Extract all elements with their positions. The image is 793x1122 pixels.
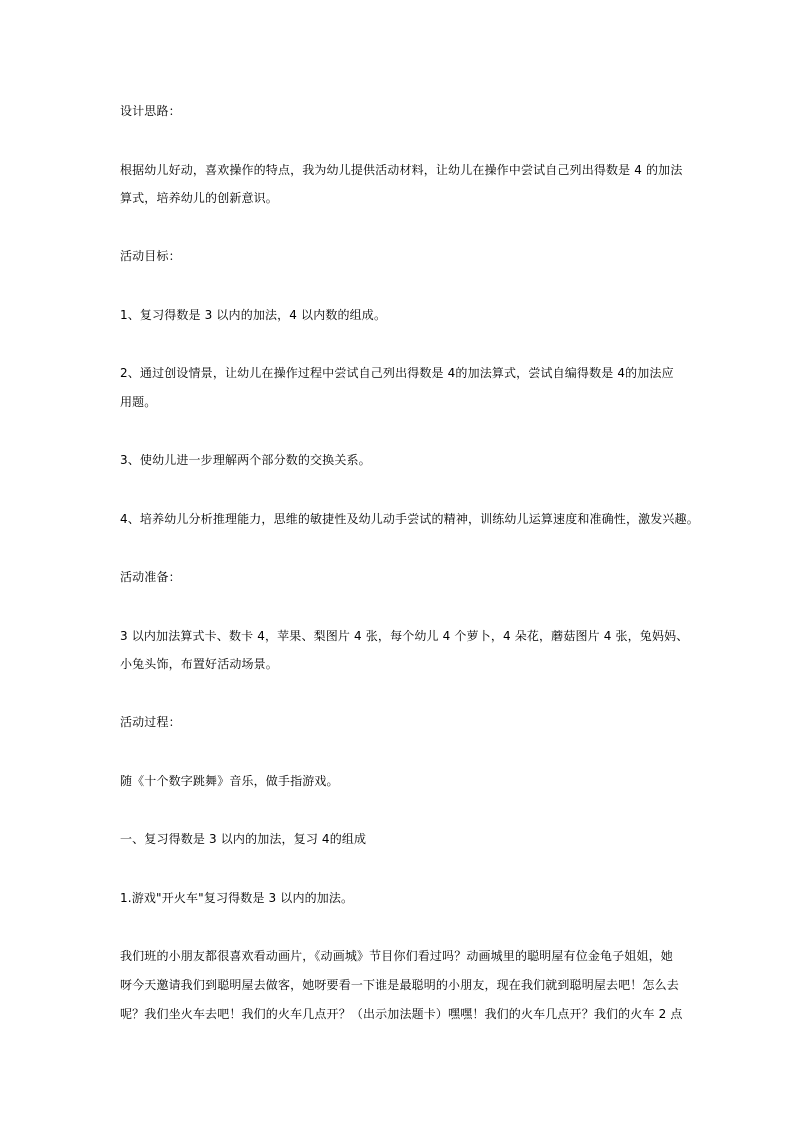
preparation-line: 3 以内加法算式卡、数卡 4，苹果、梨图片 4 张，每个幼儿 4 个萝卜，4 朵花，蘑菇图片 4 张，兔妈妈、 [120, 629, 689, 643]
goal-item-2-continued: 用题。 [120, 395, 157, 409]
preparation-line: 小兔头饰，布置好活动场景。 [120, 657, 278, 671]
goal-item-4: 4、培养幼儿分析推理能力，思维的敏捷性及幼儿动手尝试的精神，训练幼儿运算速度和准确性，激发兴趣。 [120, 512, 699, 526]
process-intro: 随《十个数字跳舞》音乐，做手指游戏。 [120, 774, 339, 788]
paragraph-line: 根据幼儿好动，喜欢操作的特点，我为幼儿提供活动材料，让幼儿在操作中尝试自己列出得数是 4 的加法 [120, 163, 683, 177]
paragraph-line: 算式，培养幼儿的创新意识。 [120, 191, 278, 205]
paragraph-line: 呀今天邀请我们到聪明屋去做客，她呀要看一下谁是最聪明的小朋友，现在我们就到聪明屋去吧！怎么去 [120, 978, 679, 992]
goal-item-3: 3、使幼儿进一步理解两个部分数的交换关系。 [120, 453, 371, 467]
paragraph-line: 呢？我们坐火车去吧！我们的火车几点开？（出示加法题卡）嘿嘿！我们的火车几点开？我们的火车 2 点 [120, 1007, 683, 1021]
paragraph-line: 我们班的小朋友都很喜欢看动画片，《动画城》节目你们看过吗？动画城里的聪明屋有位金龟子姐姐，她 [120, 949, 673, 963]
heading-design-idea: 设计思路： [120, 104, 181, 118]
goal-item-2: 2、通过创设情景，让幼儿在操作过程中尝试自己列出得数是 4的加法算式，尝试自编得数是 4的加法应 [120, 366, 674, 380]
heading-activity-goals: 活动目标： [120, 249, 181, 263]
section-heading-one: 一、复习得数是 3 以内的加法，复习 4的组成 [120, 832, 367, 846]
goal-item-1: 1、复习得数是 3 以内的加法，4 以内数的组成。 [120, 308, 387, 322]
heading-activity-process: 活动过程： [120, 715, 181, 729]
heading-activity-preparation: 活动准备： [120, 570, 181, 584]
subsection-heading: 1.游戏"开火车"复习得数是 3 以内的加法。 [120, 891, 354, 905]
